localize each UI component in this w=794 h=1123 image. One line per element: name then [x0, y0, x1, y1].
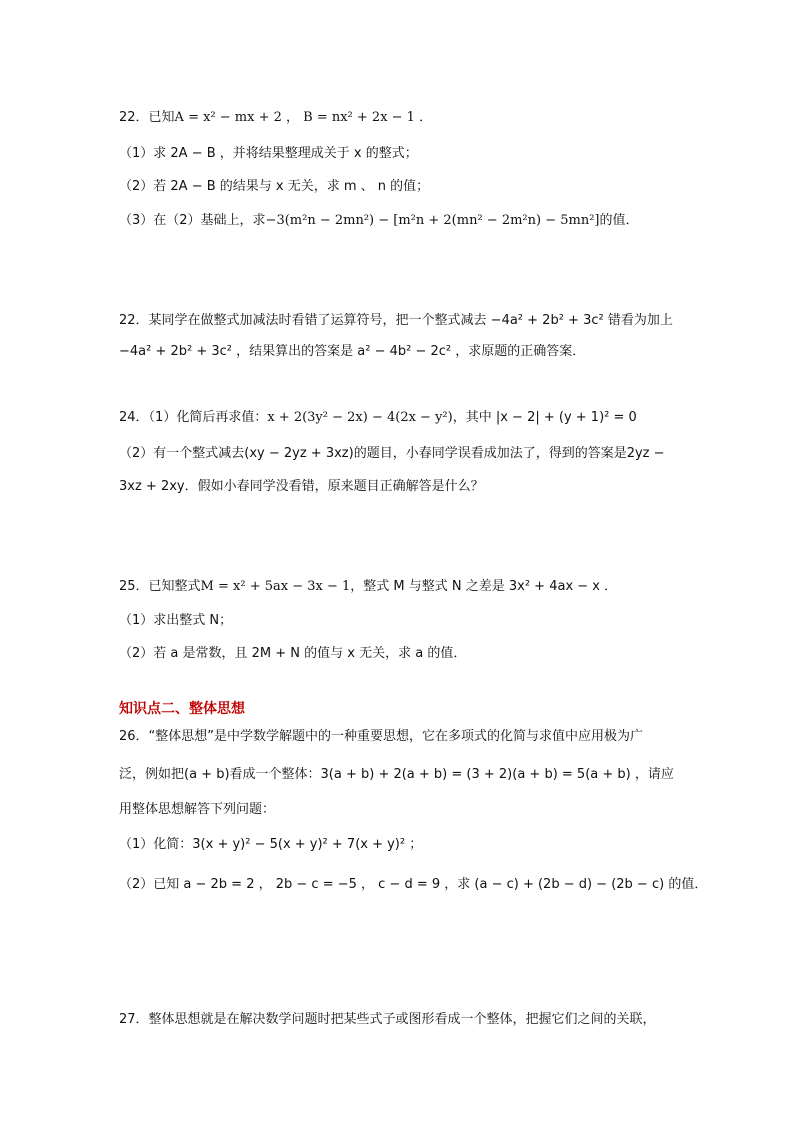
problem-22b-line2: −4a² + 2b² + 3c² ，结果算出的答案是 a² − 4b² − 2c² ，求原题的正确答案． — [119, 344, 586, 359]
problem-25-stem: 25．已知整式M = x² + 5ax − 3x − 1，整式 M 与整式 N 之差是 3x² + 4ax − x ． — [119, 579, 618, 594]
problem-22b-line1: 22．某同学在做整式加减法时看错了运算符号，把一个整式减去 −4a² + 2b² + 3c² 错看为加上 — [119, 313, 673, 328]
problem-26-line1: 26．“整体思想”是中学数学解题中的一种重要思想，它在多项式的化简与求值中应用极为广 — [119, 729, 644, 744]
problem-22a-part2: （2）若 2A − B 的结果与 x 无关，求 m 、 n 的值； — [119, 179, 430, 194]
problem-27-line1: 27．整体思想就是在解决数学问题时把某些式子或图形看成一个整体，把握它们之间的关联， — [119, 1012, 656, 1027]
problem-22a-part1: （1）求 2A − B ，并将结果整理成关于 x 的整式； — [119, 146, 418, 161]
problem-26-line3: 用整体思想解答下列问题： — [119, 802, 276, 817]
problem-26-part1: （1）化简：3(x + y)² − 5(x + y)² + 7(x + y)² ； — [119, 837, 423, 852]
problem-25-part1: （1）求出整式 N； — [119, 613, 233, 628]
problem-24-part2-line2: 3xz + 2xy．假如小春同学没看错，原来题目正确解答是什么？ — [119, 479, 484, 494]
problem-22a-part3: （3）在（2）基础上，求−3(m²n − 2mn²) − [m²n + 2(mn² − 2m²n) − 5mn²]的值． — [119, 213, 639, 228]
problem-22a-stem: 22．已知A = x² − mx + 2 ， B = nx² + 2x − 1 ． — [119, 110, 433, 125]
problem-24-part1: 24．（1）化简后再求值：x + 2(3y² − 2x) − 4(2x − y²)，其中 |x − 2| + (y + 1)² = 0 — [119, 410, 637, 425]
problem-25-part2: （2）若 a 是常数，且 2M + N 的值与 x 无关，求 a 的值． — [119, 646, 467, 661]
problem-24-part2-line1: （2）有一个整式减去(xy − 2yz + 3xz)的题目，小春同学误看成加法了，得到的答案是2yz − — [119, 446, 665, 461]
problem-26-line2: 泛，例如把(a + b)看成一个整体：3(a + b) + 2(a + b) = (3 + 2)(a + b) = 5(a + b) ，请应 — [119, 767, 674, 782]
section-title: 知识点二、整体思想 — [119, 701, 245, 717]
problem-26-part2: （2）已知 a − 2b = 2 ， 2b − c = −5 ， c − d = 9 ，求 (a − c) + (2b − d) − (2b − c) 的值． — [119, 877, 708, 892]
